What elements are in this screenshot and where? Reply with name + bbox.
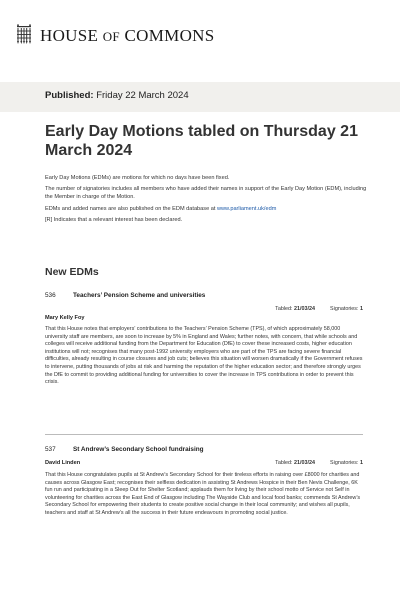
tabled-date: 21/03/24 — [294, 460, 316, 466]
section-heading: New EDMs — [45, 266, 99, 278]
edm-member: David Linden — [45, 460, 81, 466]
org-name-of: OF — [102, 29, 120, 44]
edm-header — [45, 446, 363, 456]
edm-header — [45, 292, 363, 302]
intro-text — [45, 174, 375, 227]
tabled-label: Tabled: — [275, 460, 293, 466]
tabled-label: Tabled: — [275, 306, 293, 312]
org-name-suffix: COMMONS — [124, 26, 215, 45]
intro-paragraph-1: Early Day Motions (EDMs) are motions for which no days have been fixed. — [45, 175, 230, 181]
edm-database-link[interactable]: www.parliament.uk/edm — [216, 205, 277, 212]
signatories-count: 1 — [360, 460, 363, 466]
edm-motion-text: That this House congratulates pupils at St Andrew’s Secondary School for their tireless efforts in raising over £8000 for charities and causes across Glasgow East; recognises their selfless dedication in assisting St Andrews Hospice in their Ben Nevis Challenge, 6K fun run and participating in a Sleep Out for Shelter Scotland; applauds them for living by their school motto of Service not Self in volunteering for charities across the East End of Glasgow including The Wayside Club and local food banks; commends St Andrew’s Secondary School for empowering their students to create positive social change in their local community; and wishes all pupils, teachers and staff at St Andrew’s all the success in their future endeavours in promoting social justice. — [45, 472, 361, 516]
edm-item — [45, 446, 363, 516]
intro-paragraph-2: The number of signatories includes all members who have added their names in support of the Early Day Motion (EDM), including the Member in charge of the Motion. — [45, 186, 367, 201]
edm-number: 537 — [45, 446, 56, 453]
edm-item — [45, 292, 363, 386]
divider — [45, 434, 363, 435]
org-name — [40, 26, 214, 46]
signatories-label: Signatories: — [330, 460, 359, 466]
edm-motion-text: That this House notes that employers’ contributions to the Teachers’ Pension Scheme (TPS), of which approximately 58,000 university staff are members, are soon to increase by 5% in England and Wales; further notes, with concern, that while schools and colleges will receive additional funding from the Department for Education (DfE) to cover these increased costs, higher education institutions will not; recognises that many post-1992 university employers who are part of the TPS are facing severe financial difficulties, already resulting in course closures and job cuts; believes this situation will worsen dramatically if the Government refuses to intervene, putting thousands of jobs at risk and harming the reputation of the higher education sector; and therefore strongly urges the DfE to commit to providing additional funding for universities to cover the increase in TPS contributions in order to prevent this crisis. — [45, 326, 363, 386]
edm-number: 536 — [45, 292, 56, 299]
tabled-date: 21/03/24 — [294, 306, 316, 312]
edm-meta — [275, 306, 363, 312]
published-date: Friday 22 March 2024 — [96, 90, 189, 101]
signatories-label: Signatories: — [330, 306, 359, 312]
published-label: Published: — [45, 90, 94, 101]
signatories-count: 1 — [360, 306, 363, 312]
published-line — [45, 90, 189, 101]
intro-paragraph-4: [R] Indicates that a relevant interest has been declared. — [45, 216, 183, 223]
intro-paragraph-3 — [45, 205, 375, 213]
edm-meta — [275, 460, 363, 466]
edm-title: Teachers’ Pension Scheme and universities — [73, 292, 206, 299]
portcullis-logo-icon — [14, 24, 34, 46]
edm-title: St Andrew’s Secondary School fundraising — [73, 446, 204, 453]
page-title: Early Day Motions tabled on Thursday 21 March 2024 — [45, 123, 358, 159]
org-name-prefix: HOUSE — [40, 26, 99, 45]
intro-paragraph-3-text: EDMs and added names are also published on the EDM database at — [45, 205, 216, 212]
edm-member: Mary Kelly Foy — [45, 315, 85, 321]
